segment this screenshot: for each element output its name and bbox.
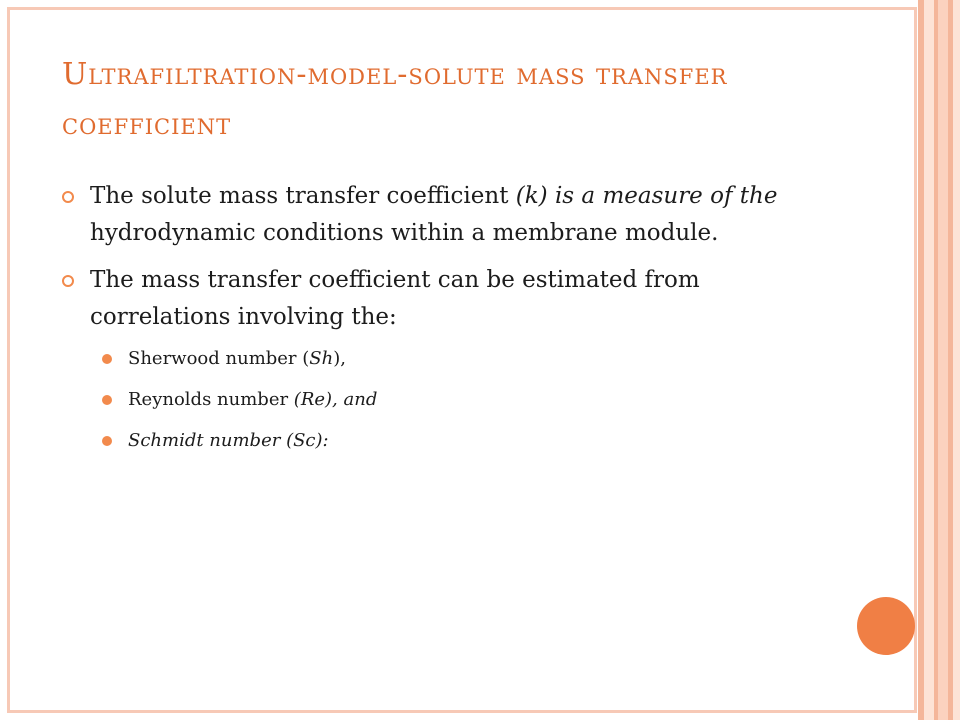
bullet-dot-icon bbox=[102, 354, 112, 364]
sub-bullet-text: Reynolds number bbox=[128, 389, 294, 410]
bullet-dot-icon bbox=[102, 395, 112, 405]
bullet-item bbox=[62, 178, 842, 252]
slide-title: Ultrafiltration-model-solute mass transfer coefficient bbox=[62, 57, 728, 142]
sub-bullet-text-italic: (Re), and bbox=[293, 389, 378, 410]
stripe bbox=[938, 0, 948, 720]
sub-bullet-item bbox=[62, 428, 842, 454]
bullet-ring-icon bbox=[62, 275, 74, 287]
sub-bullet-text: Sherwood number ( bbox=[128, 348, 310, 369]
bullet-dot-icon bbox=[102, 436, 112, 446]
sub-bullet-item bbox=[62, 346, 842, 372]
sub-bullet-text: ), bbox=[333, 348, 346, 369]
bullet-text: The solute mass transfer coefficient bbox=[90, 183, 516, 209]
stripe bbox=[924, 0, 934, 720]
bullet-text-italic: (k) is a measure of the bbox=[515, 183, 778, 209]
bullet-text: The mass transfer coefficient can be estimated from correlations involving the: bbox=[90, 267, 700, 330]
decorative-circle bbox=[857, 597, 915, 655]
slide-body bbox=[62, 178, 842, 469]
sub-bullet-text-italic: Schmidt number (Sc): bbox=[128, 430, 329, 451]
sub-bullet-item bbox=[62, 387, 842, 413]
bullet-text: hydrodynamic conditions within a membrane module. bbox=[90, 220, 719, 246]
bullet-item bbox=[62, 262, 842, 336]
stripe bbox=[953, 0, 960, 720]
bullet-ring-icon bbox=[62, 191, 74, 203]
decorative-stripes bbox=[918, 0, 960, 720]
sub-bullet-text-italic: Sh bbox=[309, 348, 334, 369]
